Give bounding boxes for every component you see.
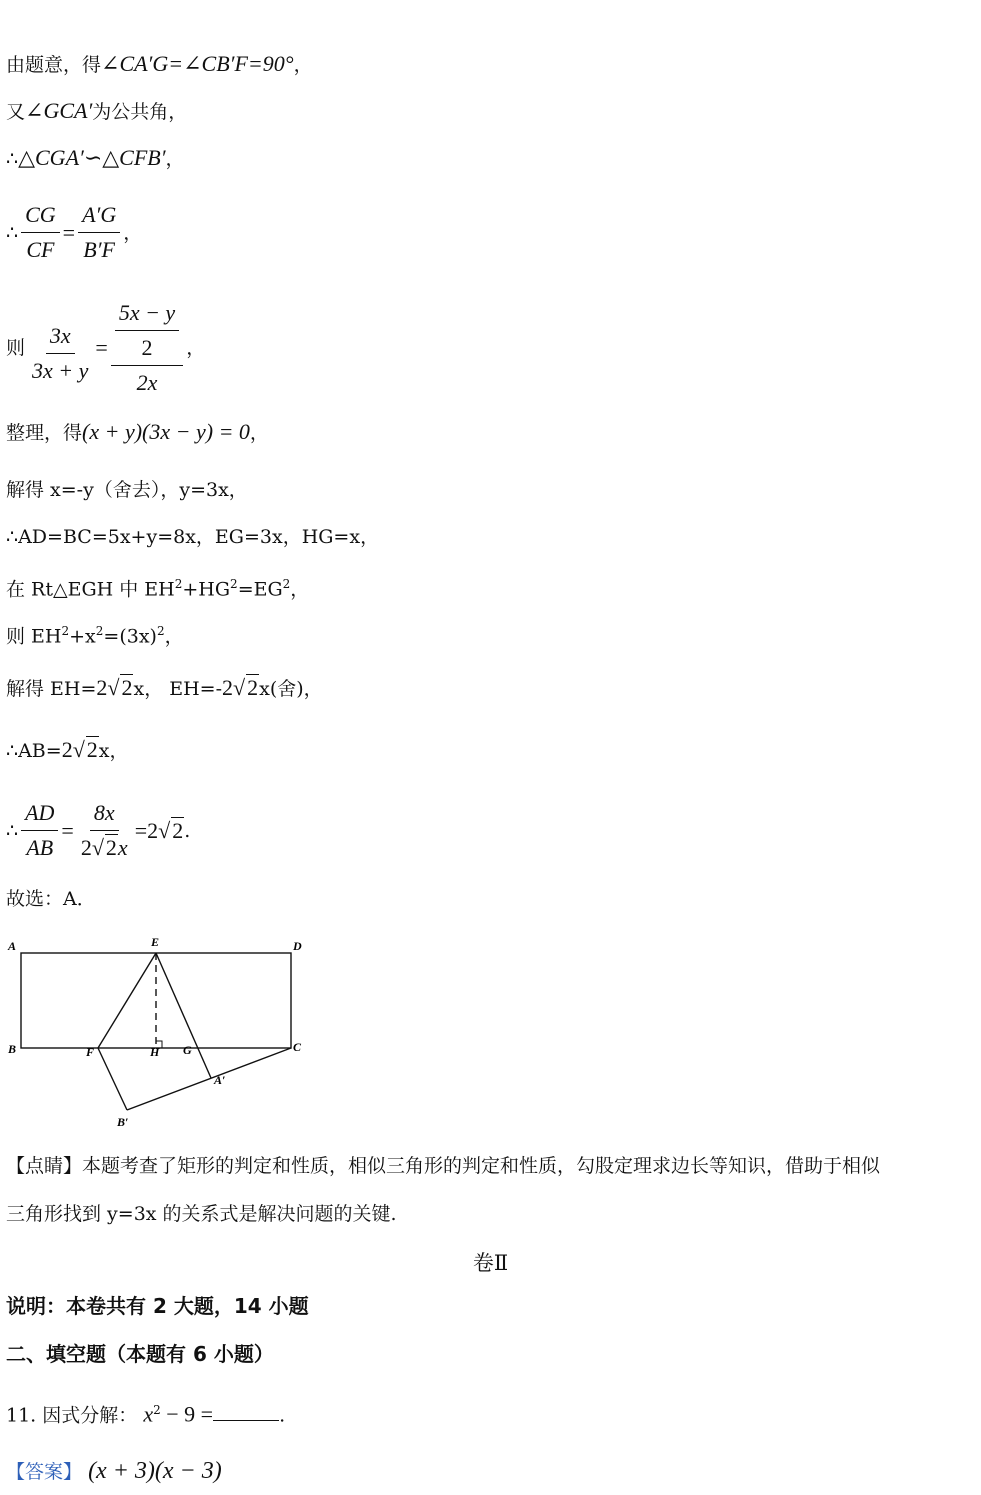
- math-expression: − 9 =: [160, 1401, 214, 1427]
- denominator: 2x: [136, 370, 158, 395]
- comment-line-1: [6, 1154, 880, 1178]
- text: .: [279, 1404, 286, 1427]
- text: +HG: [182, 578, 231, 601]
- volume-note: 说明：本卷共有 2 大题，14 小题: [6, 1294, 309, 1318]
- label-g: G: [183, 1043, 192, 1057]
- equals: =: [95, 335, 108, 360]
- segment-fb1: [98, 1048, 127, 1110]
- text: x，: [98, 740, 129, 762]
- label-b-prime: B′: [117, 1115, 129, 1129]
- line-lengths: ∴AD=BC=5x+y=8x，EG=3x，HG=x，: [6, 526, 380, 548]
- line-angles-equal: [6, 52, 313, 77]
- line-eh-solution: [6, 674, 323, 701]
- line-ratio: [6, 198, 142, 267]
- question-text: 因式分解：: [42, 1404, 138, 1427]
- line-answer-choice: 故选：A．: [6, 888, 96, 910]
- line-factorized: [6, 420, 269, 445]
- fraction: [78, 198, 120, 267]
- text: ，: [164, 625, 184, 648]
- text: 为公共角，: [92, 101, 188, 123]
- denominator: [77, 831, 132, 865]
- line-substitution: [6, 296, 205, 400]
- text: 则: [6, 337, 26, 359]
- label-c: C: [293, 1040, 302, 1054]
- line-similar-triangles: [6, 146, 185, 171]
- text: x(舍)，: [259, 678, 323, 700]
- segment-ea1: [156, 953, 211, 1078]
- equals: =: [61, 817, 74, 843]
- question-number: 11.: [6, 1404, 37, 1427]
- denominator: 2: [141, 335, 153, 360]
- radicand: 2: [172, 818, 184, 843]
- numerator: 3x: [46, 319, 75, 354]
- sqrt-symbol: √: [72, 737, 85, 762]
- question-11: [6, 1398, 285, 1427]
- denominator: B′F: [83, 237, 115, 262]
- denominator: 3x + y: [32, 357, 89, 383]
- nested-fraction: [111, 296, 183, 400]
- line-solution: 解得 x=-y（舍去），y=3x，: [6, 479, 248, 501]
- denominator: AB: [26, 835, 54, 860]
- coefficient: 2: [147, 817, 159, 843]
- text: 又: [6, 101, 26, 123]
- label-d: D: [293, 939, 302, 953]
- math-expression: ∠CA′G=∠CB′F=90°: [101, 51, 294, 76]
- exponent: 2: [153, 1403, 161, 1417]
- fraction: [21, 796, 58, 865]
- text: 整理，得: [6, 422, 83, 444]
- text: ，: [290, 578, 310, 601]
- exponent: 2: [230, 577, 238, 591]
- text: ，: [123, 221, 143, 244]
- label-f: F: [86, 1045, 95, 1059]
- answer-value: (x + 3)(x − 3): [88, 1458, 222, 1484]
- equals: =: [62, 219, 76, 245]
- text: ，: [249, 422, 269, 444]
- exponent: 2: [174, 577, 183, 591]
- fraction: [28, 319, 92, 388]
- numerator: 5x − y: [115, 296, 179, 331]
- equals: =: [134, 817, 148, 843]
- label-b: B: [8, 1042, 17, 1056]
- line-ab: [6, 736, 129, 763]
- fraction: [21, 198, 60, 267]
- segment-ef: [98, 953, 156, 1048]
- text: ，: [186, 337, 206, 359]
- label-h: H: [150, 1045, 160, 1059]
- exponent: 2: [95, 624, 104, 638]
- coefficient: 2: [222, 675, 234, 700]
- line-equation: [6, 619, 184, 648]
- answer-line: [6, 1459, 222, 1484]
- text: 解得 EH=: [6, 678, 97, 700]
- math-expression: ∠GCA′: [25, 98, 93, 123]
- math-expression: △CGA′∽△CFB′: [18, 145, 166, 170]
- text: =(3x): [103, 625, 157, 648]
- comment-tag: 【点睛】: [6, 1155, 83, 1177]
- variable: x: [143, 1401, 154, 1427]
- exponent: 2: [61, 624, 70, 638]
- text: ，: [293, 54, 313, 76]
- text: 则 EH: [6, 625, 62, 648]
- radicand: 2: [121, 675, 133, 700]
- text: 由题意，得: [6, 54, 102, 76]
- radicand: 2: [86, 737, 98, 762]
- comment-text: 本题考查了矩形的判定和性质，相似三角形的判定和性质，勾股定理求边长等知识，借助于相似: [82, 1155, 881, 1177]
- text: ∴AB=: [6, 740, 62, 762]
- fraction: [77, 796, 132, 865]
- radicand: 2: [247, 675, 259, 700]
- sqrt-symbol: √: [158, 817, 171, 843]
- coefficient: 2: [96, 675, 108, 700]
- label-e: E: [151, 935, 160, 949]
- exponent: 2: [156, 624, 165, 638]
- exponent: 2: [282, 577, 291, 591]
- answer-tag: 【答案】: [6, 1461, 83, 1483]
- text: 在 Rt△EGH 中 EH: [6, 578, 175, 601]
- numerator: AD: [21, 796, 58, 831]
- radicand: 2: [105, 835, 117, 860]
- sqrt-symbol: √: [107, 675, 120, 700]
- text: ，: [165, 148, 185, 170]
- comment-line-2: 三角形找到 y=3x 的关系式是解决问题的关键.: [6, 1203, 397, 1225]
- therefore-symbol: ∴: [6, 819, 19, 842]
- numerator: 8x: [90, 796, 119, 831]
- geometry-figure: [0, 930, 330, 1130]
- label-a: A: [8, 939, 17, 953]
- text: .: [184, 819, 191, 842]
- answer-blank: [213, 1402, 279, 1421]
- math-expression: (x + y)(3x − y) = 0: [82, 419, 250, 444]
- variable: x: [117, 835, 128, 860]
- coefficient: 2: [61, 737, 73, 762]
- inner-fraction: [115, 296, 179, 365]
- text: x， EH=-: [133, 678, 223, 700]
- text: =EG: [237, 578, 283, 601]
- line-common-angle: [6, 99, 187, 124]
- numerator: CG: [21, 198, 60, 233]
- therefore-symbol: ∴: [6, 221, 19, 244]
- label-a-prime: A′: [214, 1073, 226, 1087]
- text: +x: [69, 625, 96, 648]
- line-ratio-result: [6, 796, 190, 865]
- part-heading: 二、填空题（本题有 6 小题）: [6, 1342, 274, 1366]
- numerator: [111, 296, 183, 366]
- therefore-symbol: ∴: [6, 148, 19, 170]
- numerator: A′G: [78, 198, 120, 233]
- denominator: CF: [26, 237, 55, 262]
- sqrt-symbol: √: [91, 835, 104, 860]
- line-pythagoras: [6, 572, 309, 601]
- volume-title: 卷Ⅱ: [472, 1251, 509, 1275]
- coefficient: 2: [80, 835, 92, 860]
- sqrt-symbol: √: [233, 675, 246, 700]
